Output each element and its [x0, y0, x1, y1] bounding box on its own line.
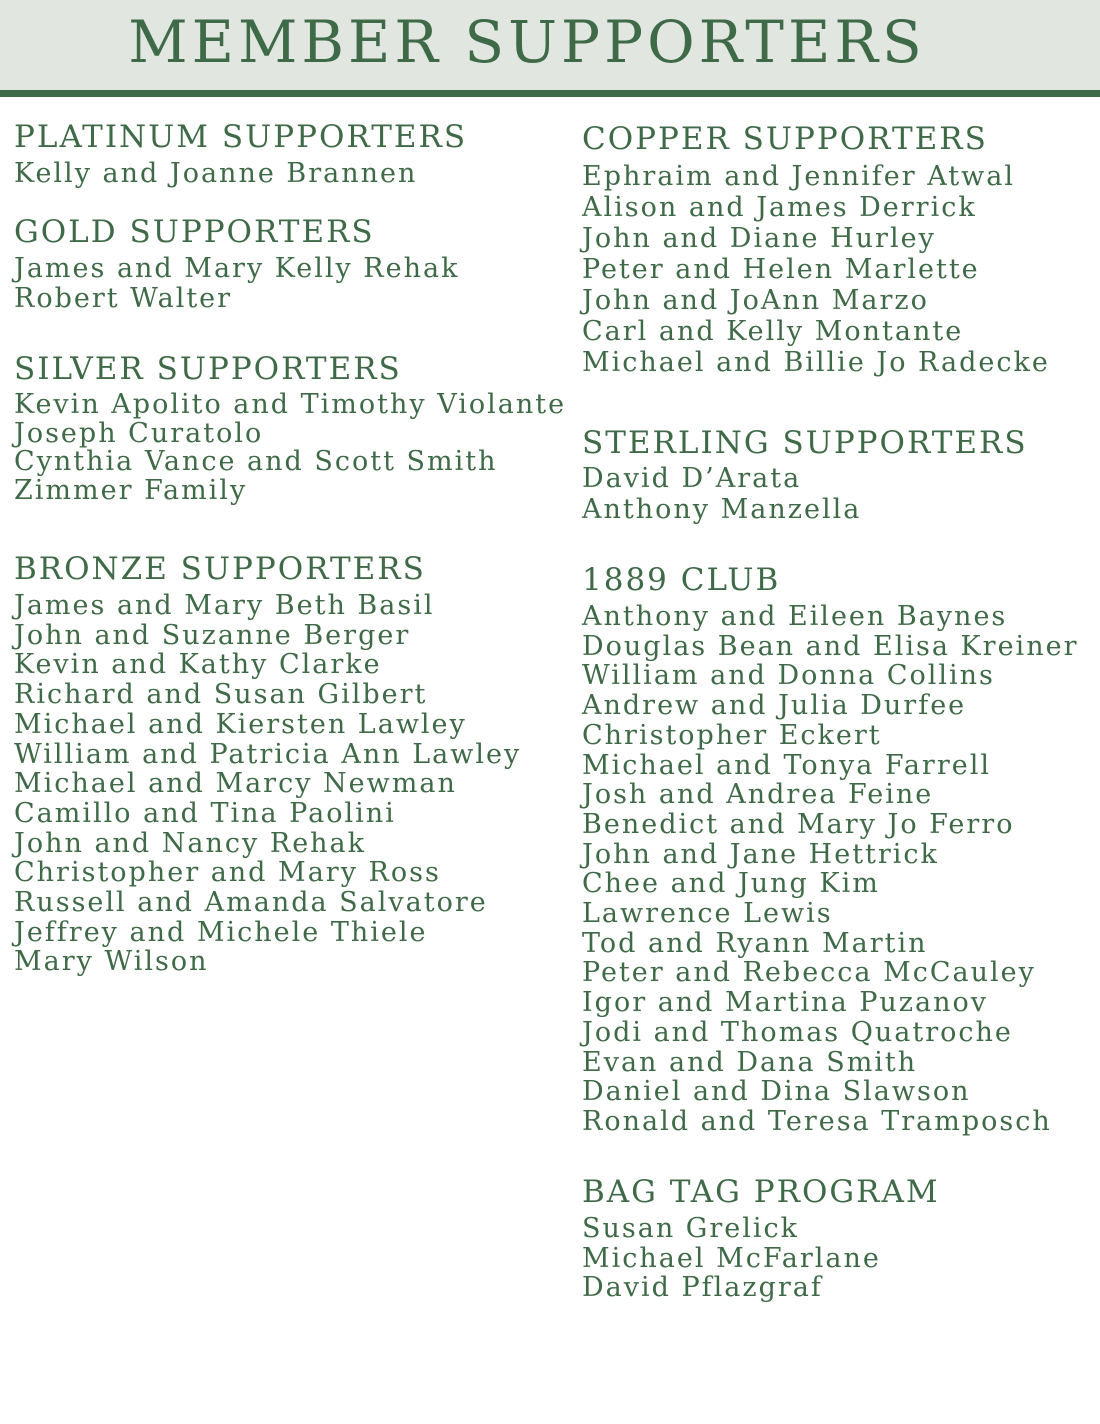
supporter-list [14, 391, 566, 505]
supporter-name: James and Mary Beth Basil [14, 590, 435, 621]
supporter-list [582, 161, 1050, 378]
supporter-name: Ronald and Teresa Tramposch [582, 1105, 1052, 1137]
supporter-name: Peter and Helen Marlette [582, 254, 980, 285]
supporter-name: Susan Grelick [582, 1213, 800, 1244]
supporter-list [582, 463, 1028, 525]
platinum-supporters-section [14, 117, 467, 189]
supporter-name: Richard and Susan Gilbert [14, 679, 428, 711]
section-heading: SILVER SUPPORTERS [14, 351, 402, 387]
supporter-name: Andrew and Julia Durfee [582, 690, 967, 722]
supporter-name: Michael McFarlane [582, 1242, 881, 1274]
supporter-name: Evan and Dana Smith [582, 1046, 918, 1078]
supporter-name: Michael and Billie Jo Radecke [582, 347, 1050, 378]
supporter-list [582, 1214, 940, 1303]
supporter-name: Anthony Manzella [582, 494, 862, 525]
supporter-name: Michael and Kiersten Lawley [14, 708, 467, 740]
supporter-name: Anthony and Eileen Baynes [582, 601, 1008, 632]
supporter-name: Jeffrey and Michele Thiele [14, 916, 428, 948]
sterling-supporters-section [582, 423, 1028, 525]
copper-supporters-section [582, 119, 1050, 378]
silver-supporters-section [14, 349, 566, 505]
title-divider [0, 90, 1100, 97]
supporter-name: John and Suzanne Berger [14, 619, 411, 651]
section-heading: PLATINUM SUPPORTERS [14, 119, 468, 155]
supporter-name: Joseph Curatolo [14, 417, 264, 449]
supporter-name: Benedict and Mary Jo Ferro [582, 808, 1015, 840]
club-1889-section [582, 560, 1078, 1137]
gold-supporters-section [14, 212, 459, 314]
supporter-name: Jodi and Thomas Quatroche [582, 1016, 1013, 1048]
supporter-name: Kevin Apolito and Timothy Violante [14, 389, 567, 420]
title-banner [0, 0, 1100, 90]
supporter-name: Kelly and Joanne Brannen [14, 158, 418, 189]
section-heading: COPPER SUPPORTERS [582, 121, 988, 157]
supporter-name: Zimmer Family [14, 474, 248, 506]
supporter-name: Camillo and Tina Paolini [14, 797, 396, 829]
supporter-name: John and JoAnn Marzo [582, 285, 929, 316]
supporter-name: Christopher and Mary Ross [14, 857, 441, 889]
section-heading: 1889 CLUB [582, 562, 781, 598]
bronze-supporters-section [14, 549, 521, 977]
supporter-name: Daniel and Dina Slawson [582, 1076, 971, 1108]
section-heading: BAG TAG PROGRAM [582, 1174, 940, 1210]
supporter-list [14, 591, 521, 977]
supporter-name: Russell and Amanda Salvatore [14, 887, 488, 919]
supporter-name: John and Diane Hurley [582, 223, 936, 254]
supporter-name: Kevin and Kathy Clarke [14, 649, 382, 681]
page-title: MEMBER SUPPORTERS [128, 8, 926, 76]
supporter-name: Mary Wilson [14, 946, 209, 978]
section-heading: GOLD SUPPORTERS [14, 214, 375, 250]
supporter-name: Peter and Rebecca McCauley [582, 957, 1036, 989]
supporter-name: Ephraim and Jennifer Atwal [582, 161, 1015, 192]
supporter-name: William and Donna Collins [582, 660, 995, 692]
supporter-name: Alison and James Derrick [582, 192, 977, 223]
supporter-name: Michael and Marcy Newman [14, 768, 457, 800]
section-heading: BRONZE SUPPORTERS [14, 551, 426, 587]
supporter-name: Chee and Jung Kim [582, 868, 880, 900]
supporter-name: James and Mary Kelly Rehak [14, 253, 460, 284]
supporter-name: John and Jane Hettrick [582, 838, 939, 870]
supporter-name: David D’Arata [582, 463, 802, 494]
supporter-list [582, 602, 1078, 1137]
supporter-list [14, 159, 467, 189]
supporter-name: Christopher Eckert [582, 719, 882, 751]
supporter-name: Cynthia Vance and Scott Smith [14, 446, 498, 477]
supporter-name: Tod and Ryann Martin [582, 927, 928, 959]
bag-tag-program-section [582, 1172, 940, 1303]
supporter-name: Lawrence Lewis [582, 898, 833, 930]
supporter-name: William and Patricia Ann Lawley [14, 738, 522, 770]
supporter-name: Carl and Kelly Montante [582, 316, 964, 347]
supporter-list [14, 254, 459, 314]
supporter-name: David Pflazgraf [582, 1272, 823, 1304]
supporter-name: Josh and Andrea Feine [582, 779, 934, 811]
supporter-name: John and Nancy Rehak [14, 827, 367, 859]
supporter-name: Robert Walter [14, 283, 233, 314]
supporter-name: Douglas Bean and Elisa Kreiner [582, 630, 1079, 662]
section-heading: STERLING SUPPORTERS [582, 425, 1028, 461]
supporter-name: Michael and Tonya Farrell [582, 749, 991, 781]
supporter-name: Igor and Martina Puzanov [582, 987, 989, 1019]
